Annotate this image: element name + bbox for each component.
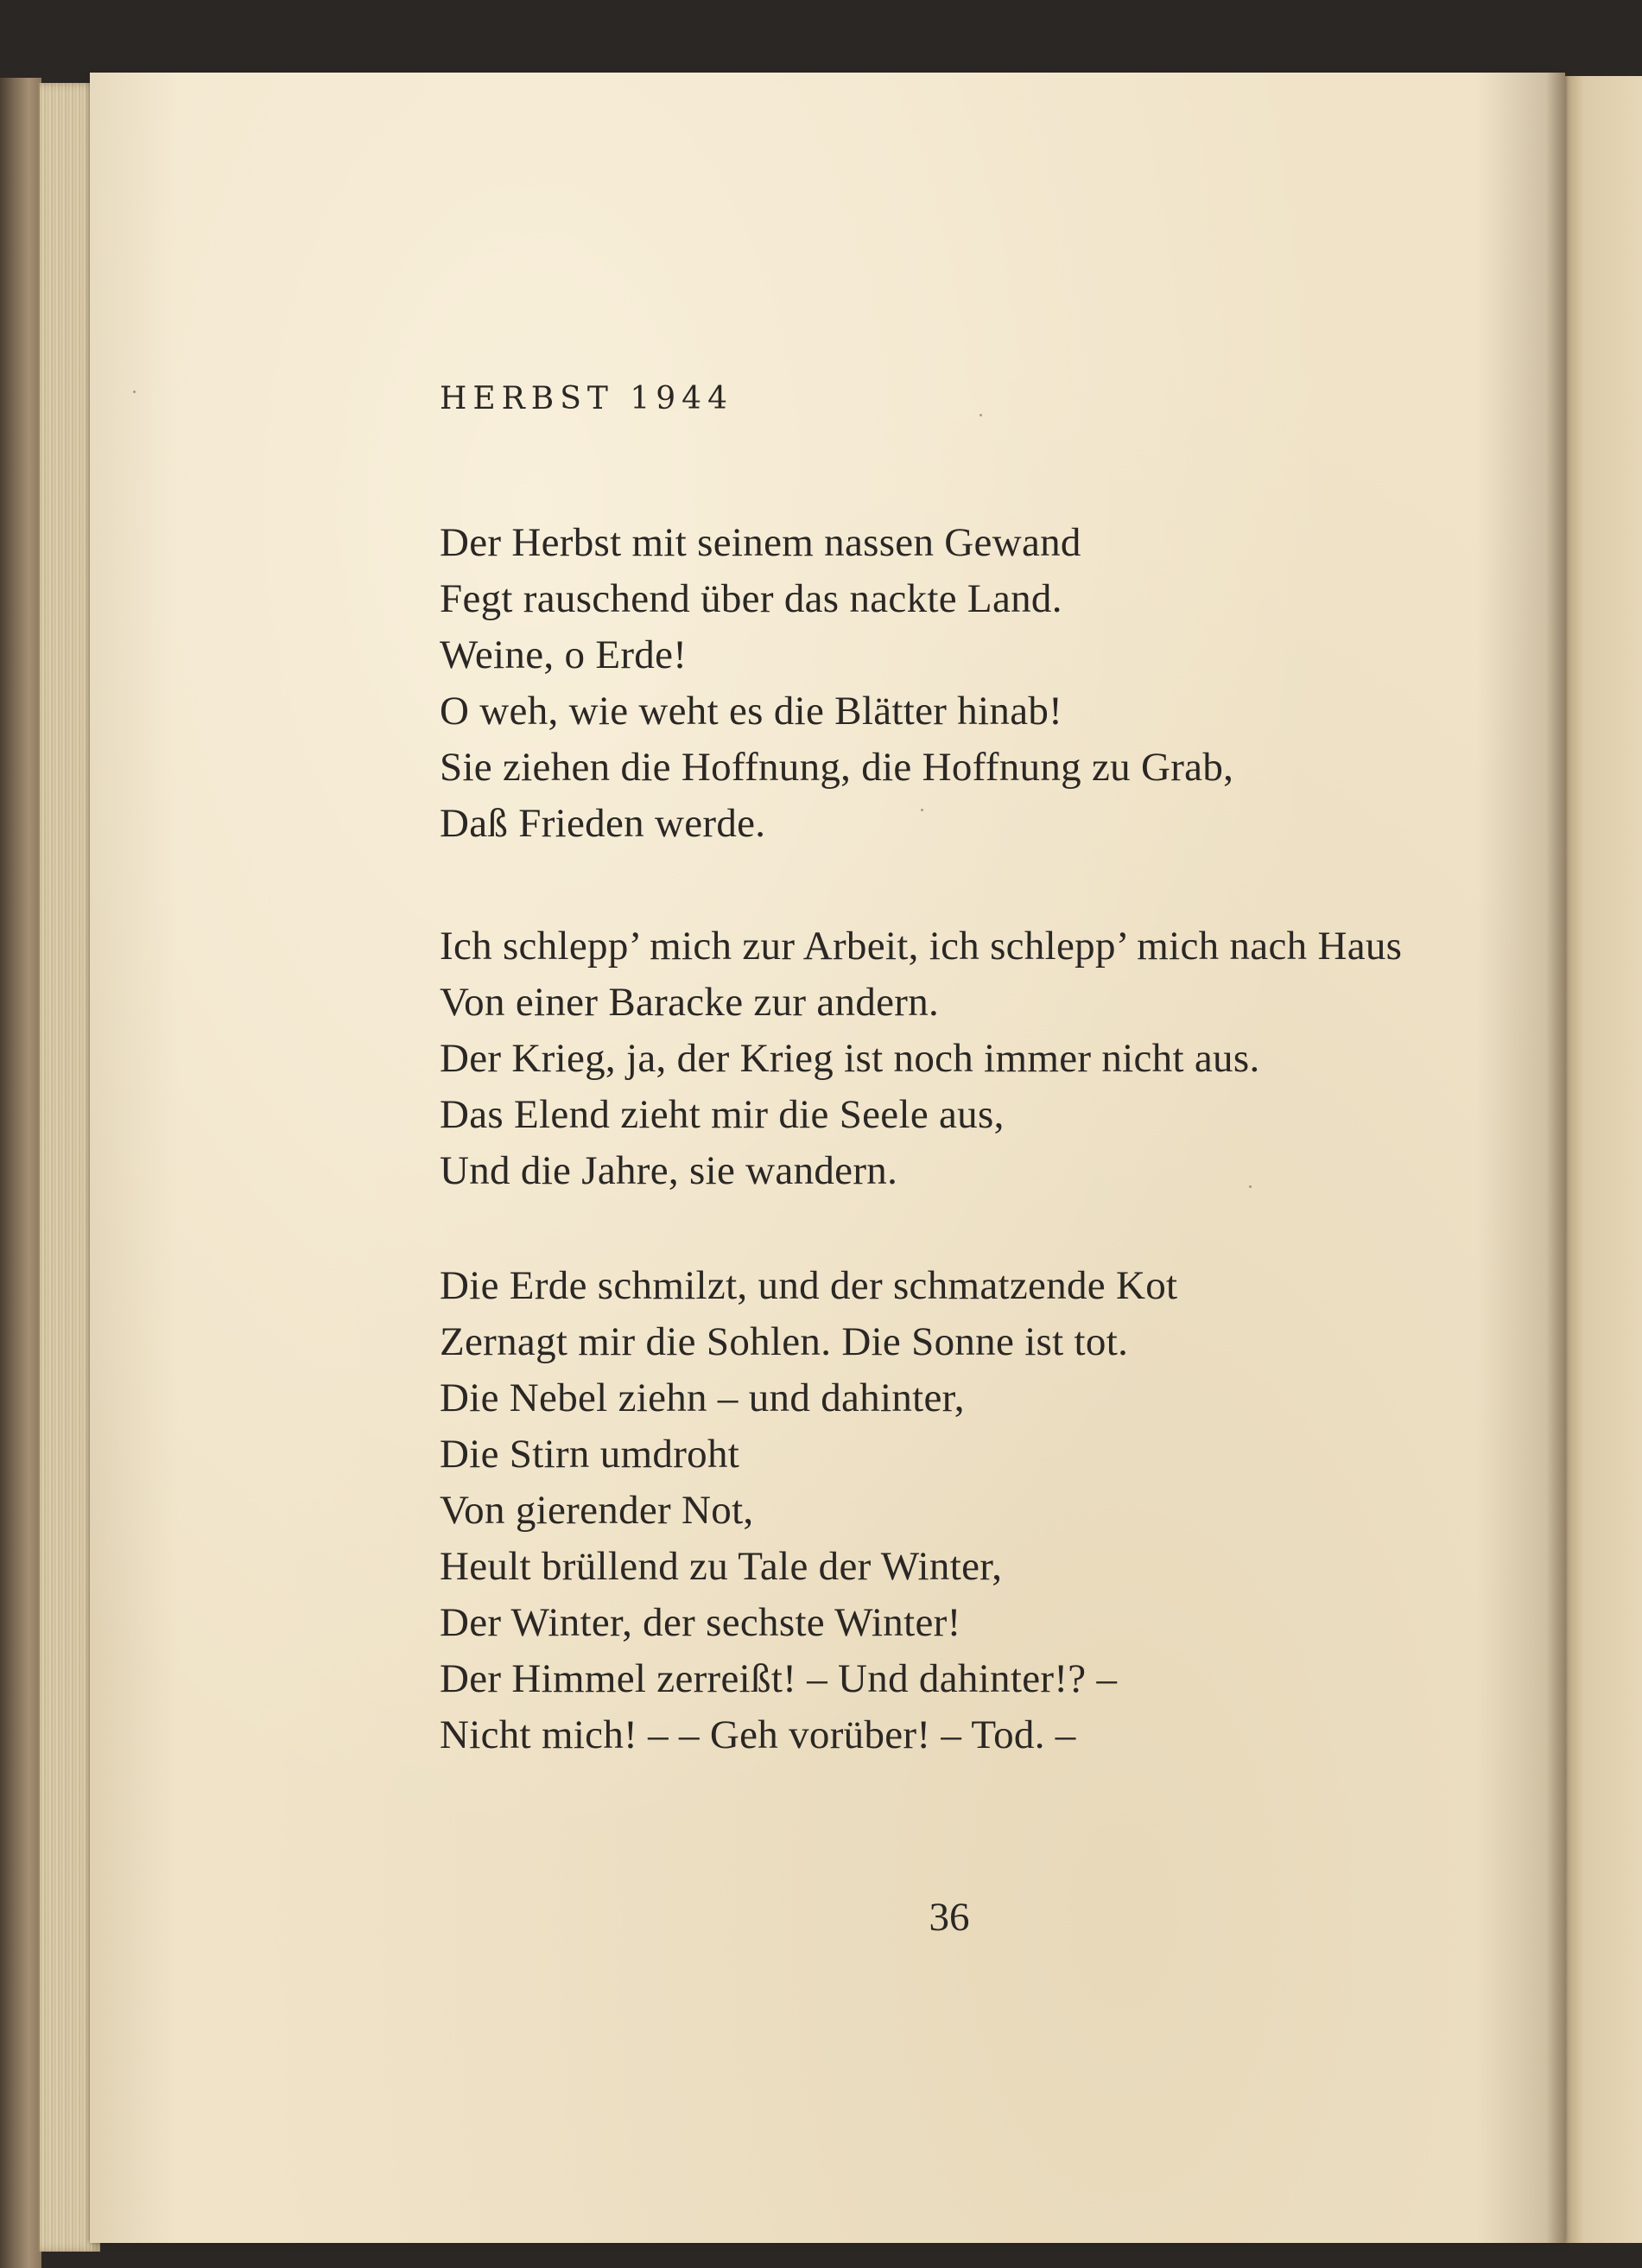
poem-line: Sie ziehen die Hoffnung, die Hoffnung zu Grab, — [440, 745, 1234, 790]
stanza-3 — [440, 1258, 1177, 1763]
poem-title: HERBST 1944 — [440, 381, 733, 416]
book-cover-edge — [0, 78, 41, 2268]
poem-line: Zernagt mir die Sohlen. Die Sonne ist tot. — [440, 1319, 1129, 1364]
poem-line: Der Krieg, ja, der Krieg ist noch immer nicht aus. — [440, 1036, 1260, 1081]
facing-page-edge — [1565, 76, 1642, 2243]
poem-line: Die Stirn umdroht — [440, 1432, 740, 1477]
poem-line: Der Himmel zerreißt! – Und dahinter!? – — [440, 1656, 1118, 1701]
poem-line: Fegt rauschend über das nackte Land. — [440, 576, 1062, 621]
paper-speck — [979, 414, 982, 416]
stanza-2 — [440, 918, 1402, 1199]
poem-line: Ich schlepp’ mich zur Arbeit, ich schlepp’ mich nach Haus — [440, 924, 1403, 969]
paper-speck — [133, 391, 136, 393]
poem-line: Die Nebel ziehn – und dahinter, — [440, 1375, 965, 1420]
poem-line: Der Winter, der sechste Winter! — [440, 1600, 961, 1645]
stanza-1 — [440, 515, 1233, 852]
page-number: 36 — [929, 1895, 970, 1940]
poem-line: Daß Frieden werde. — [440, 801, 766, 846]
poem-line: Der Herbst mit seinem nassen Gewand — [440, 520, 1081, 565]
poem-line: Und die Jahre, sie wandern. — [440, 1148, 898, 1193]
poem-line: Von gierender Not, — [440, 1488, 754, 1533]
poem-line: Nicht mich! – – Geh vorüber! – Tod. – — [440, 1712, 1076, 1757]
poem-line: Das Elend zieht mir die Seele aus, — [440, 1092, 1005, 1137]
poem-line: Von einer Baracke zur andern. — [440, 980, 940, 1025]
poem-line: O weh, wie weht es die Blätter hinab! — [440, 689, 1063, 734]
book-page — [90, 73, 1565, 2243]
poem-line: Die Erde schmilzt, und der schmatzende Kot — [440, 1263, 1178, 1308]
poem-line: Heult brüllend zu Tale der Winter, — [440, 1544, 1003, 1589]
poem-line: Weine, o Erde! — [440, 632, 688, 677]
